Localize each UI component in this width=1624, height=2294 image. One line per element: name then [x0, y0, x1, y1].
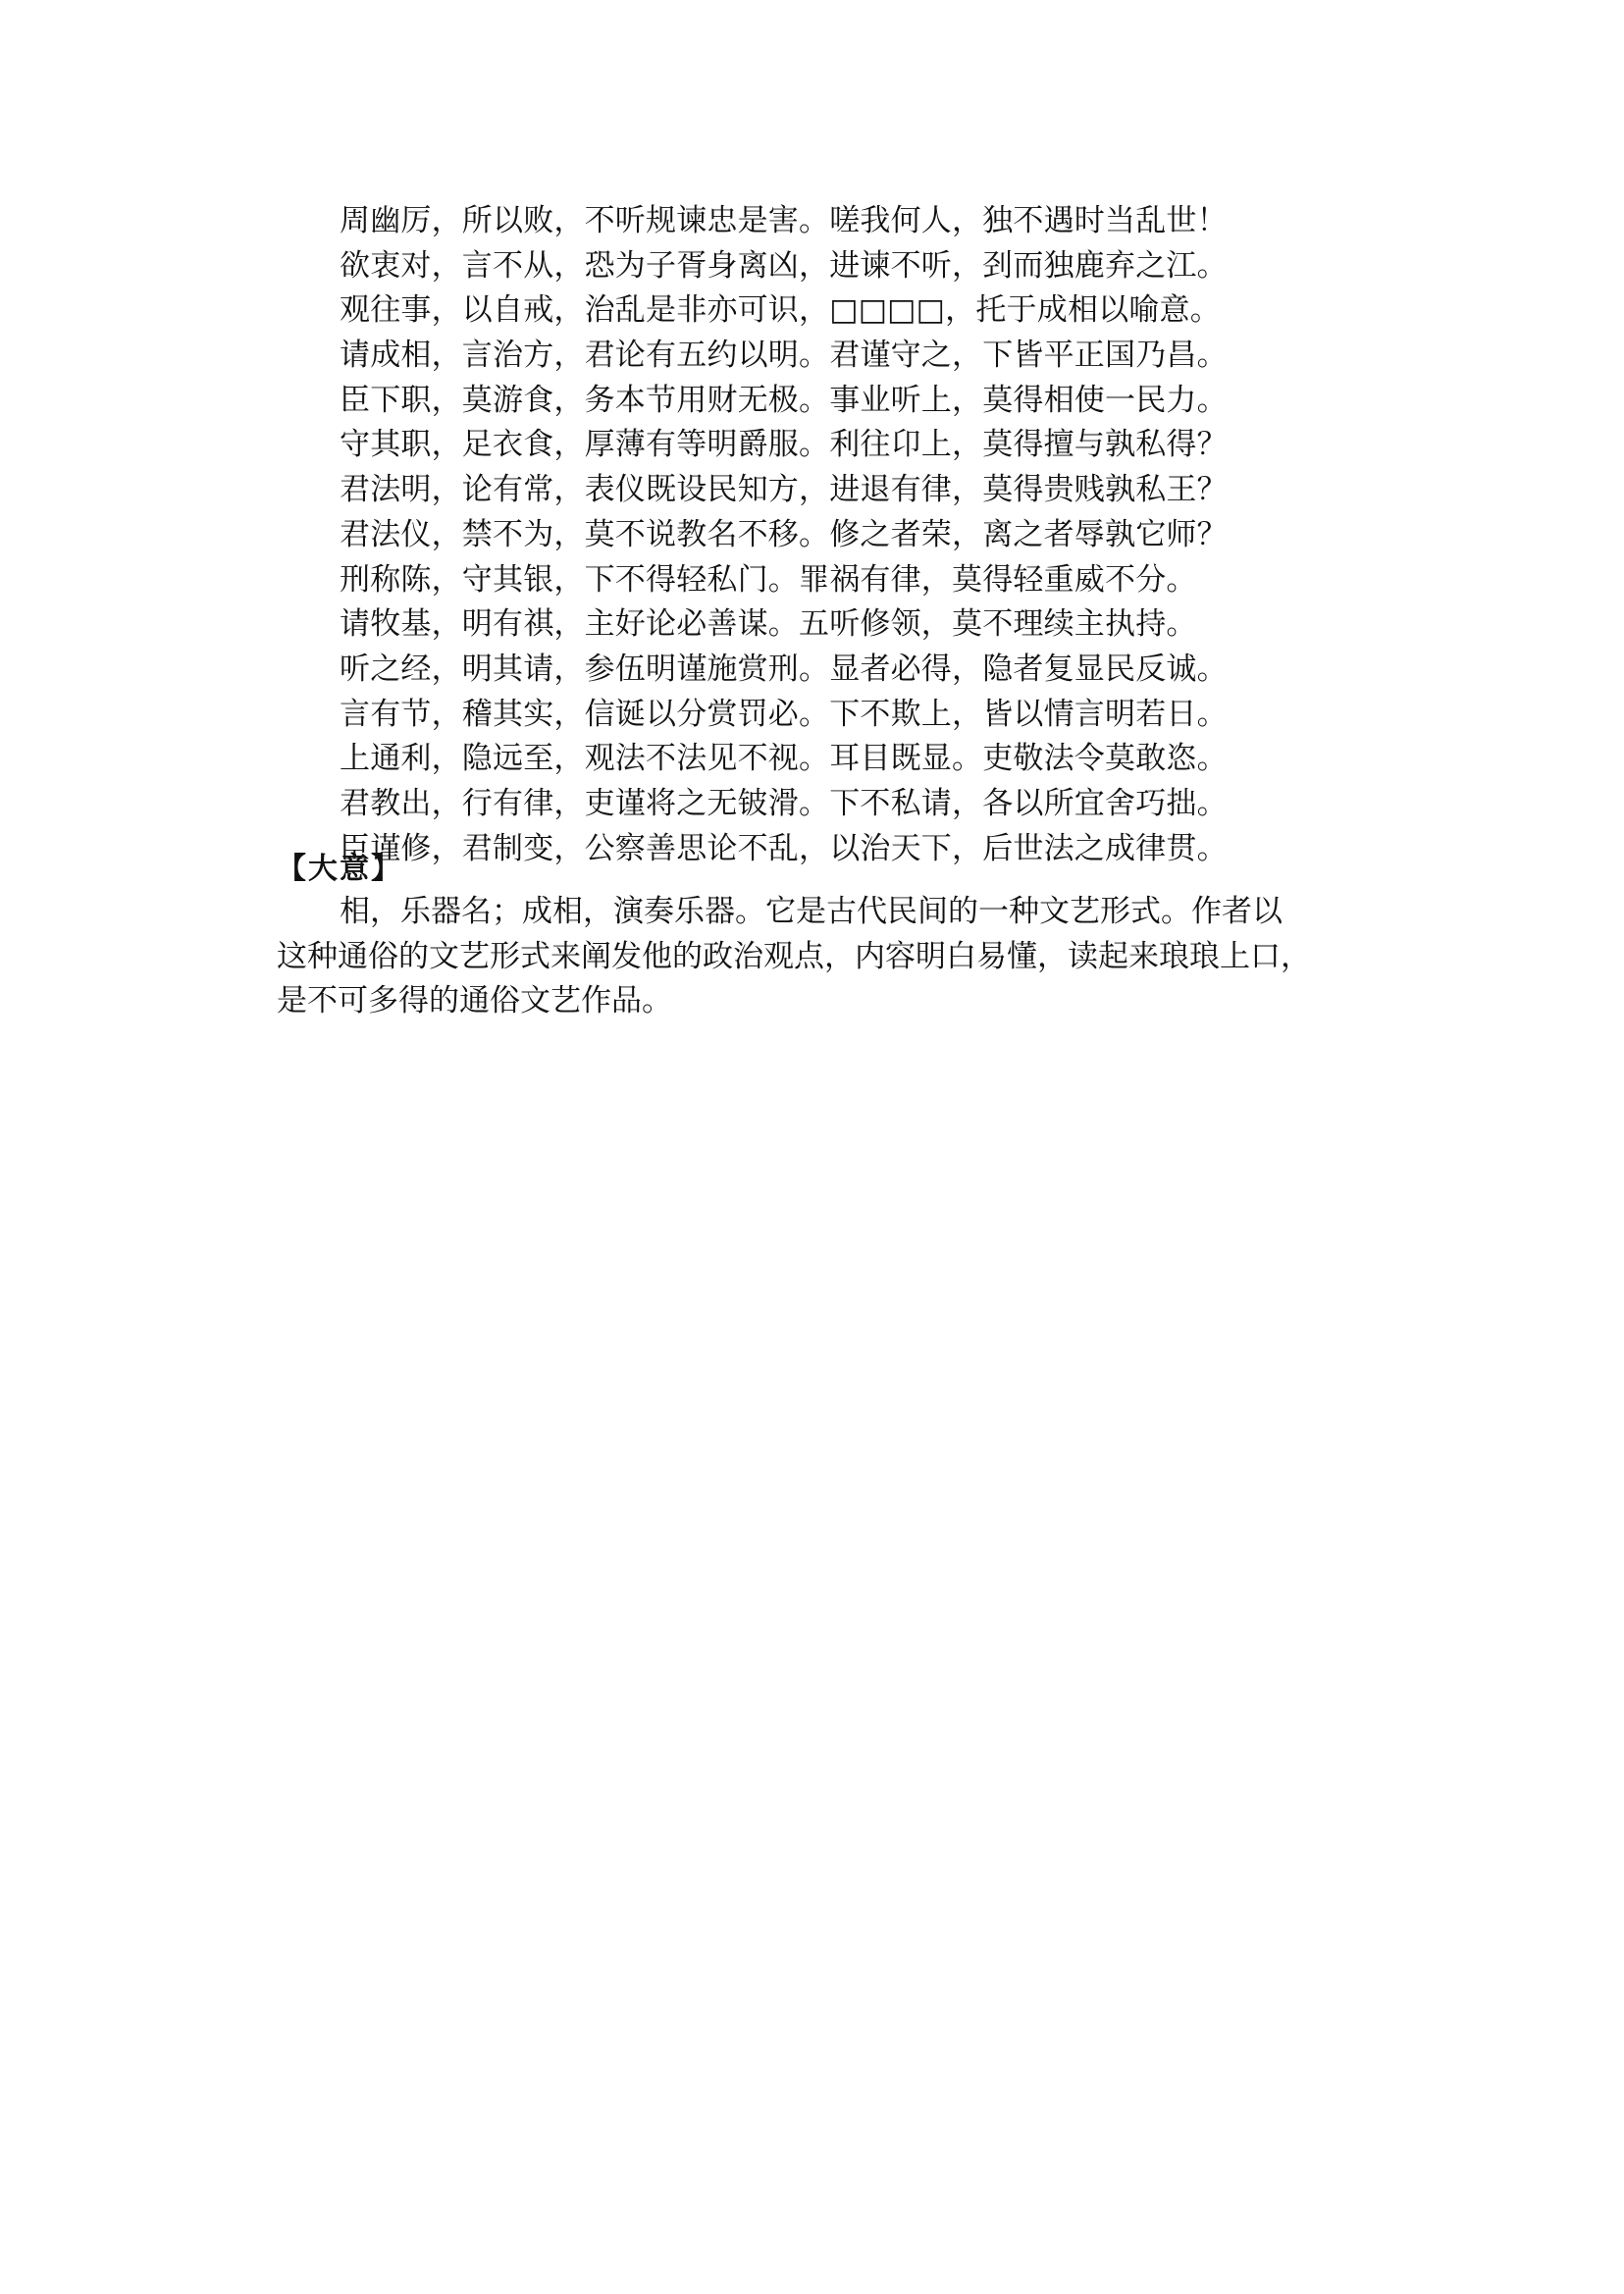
verse-line: 上通利，隐远至，观法不法见不视。耳目既显。吏敬法令莫敢恣。 [340, 741, 1228, 777]
verse-line: 刑称陈，守其银，下不得轻私门。罪祸有律，莫得轻重威不分。 [340, 561, 1197, 598]
summary-paragraph [277, 890, 1372, 1024]
verse-line: 欲衷对，言不从，恐为子胥身离凶，进谏不听，刭而独鹿弃之江。 [340, 247, 1228, 284]
summary-line: 是不可多得的通俗文艺作品。 [277, 983, 672, 1019]
verse-line: 请牧基，明有祺，主好论必善谋。五听修领，莫不理续主执持。 [340, 606, 1197, 643]
verse-block [340, 199, 1350, 871]
verse-line: 观往事，以自戒，治乱是非亦可识，□□□□，托于成相以喻意。 [340, 292, 1221, 329]
verse-line: 君法明，论有常，表仪既设民知方，进退有律，莫得贵贱孰私王？ [340, 472, 1228, 508]
verse-line: 听之经，明其请，参伍明谨施赏刑。显者必得，隐者复显民反诚。 [340, 651, 1228, 687]
section-heading: 【大意】 [277, 852, 402, 886]
summary-line: 这种通俗的文艺形式来阐发他的政治观点，内容明白易懂，读起来琅琅上口， [277, 938, 1311, 974]
summary-line: 相，乐器名；成相，演奏乐器。它是古代民间的一种文艺形式。作者以 [340, 894, 1283, 929]
verse-line: 臣下职，莫游食，务本节用财无极。事业听上，莫得相使一民力。 [340, 382, 1228, 418]
verse-line: 守其职，足衣食，厚薄有等明爵服。利往卬上，莫得擅与孰私得？ [340, 427, 1228, 463]
verse-line: 言有节，稽其实，信诞以分赏罚必。下不欺上，皆以情言明若日。 [340, 696, 1228, 732]
verse-line: 周幽厉，所以败，不听规谏忠是害。嗟我何人，独不遇时当乱世！ [340, 203, 1228, 238]
verse-line: 君法仪，禁不为，莫不说教名不移。修之者荣，离之者辱孰它师？ [340, 516, 1228, 552]
verse-line: 臣谨修，君制变，公察善思论不乱，以治天下，后世法之成律贯。 [340, 830, 1228, 866]
verse-line: 君教出，行有律，吏谨将之无铍滑。下不私请，各以所宜舍巧拙。 [340, 785, 1228, 821]
verse-line: 请成相，言治方，君论有五约以明。君谨守之，下皆平正国乃昌。 [340, 338, 1228, 374]
